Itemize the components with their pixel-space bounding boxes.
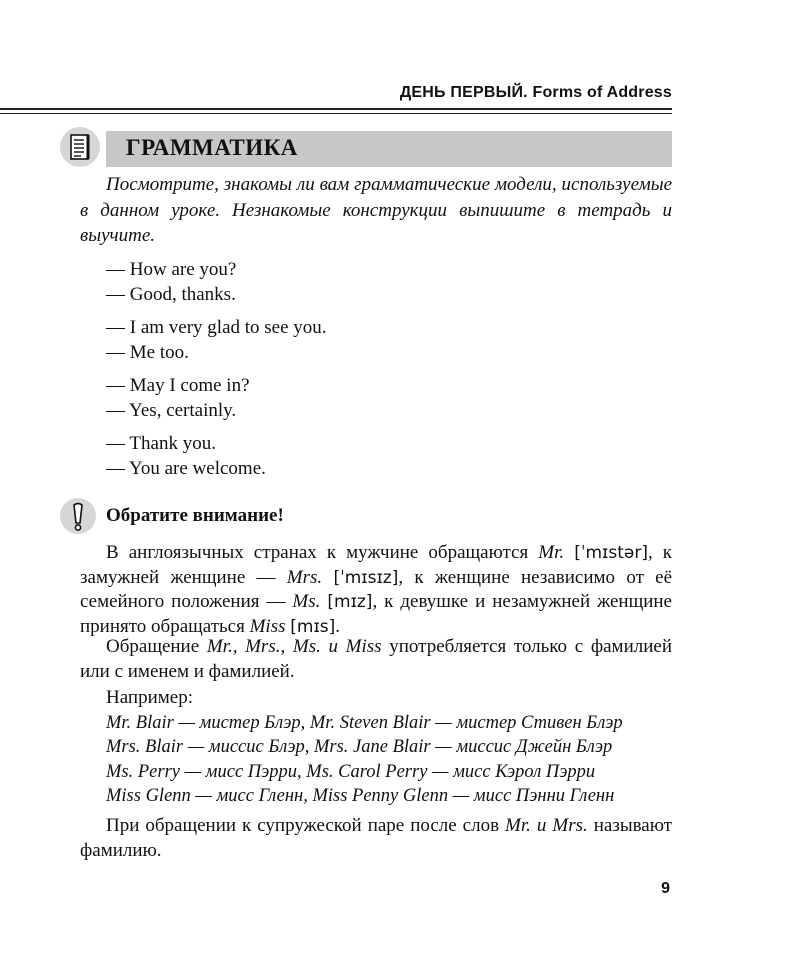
couple-paragraph [80, 814, 672, 863]
ipa-ms: [mɪz] [327, 592, 373, 612]
usage-paragraph [80, 635, 672, 684]
dialog-line: — I am very glad to see you. [106, 317, 327, 338]
text-run: В англоязычных странах к мужчине обращаются [106, 542, 539, 563]
dialog-2 [106, 315, 327, 365]
dialog-3 [106, 373, 250, 423]
page-number: 9 [661, 880, 670, 897]
term-mrs: Mrs. [286, 566, 323, 588]
text-run: Обращение [106, 636, 207, 657]
text-run: употребляется только с фамилией или с именем и фамилией. [80, 636, 672, 682]
text-run: , к замужней женщине — [80, 542, 673, 588]
address-forms-paragraph [80, 541, 672, 639]
section-header [106, 131, 672, 167]
text-run: , к женщине независимо от её семейного положения — [80, 566, 672, 612]
address-forms: Mr., Mrs., Ms. и Miss [206, 636, 382, 657]
dialog-4 [106, 431, 266, 481]
dialog-line: — Yes, certainly. [106, 400, 237, 421]
text-run: , к девушке и незамужней женщине принято обращаться [80, 591, 672, 637]
example-line: Miss Glenn — мисс Гленн, Miss Penny Glenn — мисс Пэнни Гленн [106, 786, 615, 806]
ipa-mrs: [ˈmɪsɪz] [333, 567, 399, 588]
dialog-line: — Thank you. [106, 433, 216, 454]
intro-instructions: Посмотрите, знакомы ли вам грамматические модели, используемые в данном уроке. Незнакомые конструкции выпишите в тетрадь и выучите. [80, 174, 672, 246]
text-run: . [335, 615, 341, 637]
term-mr: Mr. [538, 542, 565, 563]
example-line: Mr. Blair — мистер Блэр, Mr. Steven Blair — мистер Стивен Блэр [106, 712, 623, 733]
exclamation-icon [60, 498, 96, 534]
term-miss: Miss [249, 615, 286, 637]
text-run: При обращении к супружеской паре после слов [106, 815, 506, 836]
header-rule-thin [0, 113, 672, 114]
dialog-line: — How are you? [106, 259, 237, 280]
ipa-miss: [mɪs] [290, 616, 336, 637]
running-head [400, 84, 672, 102]
section-title: ГРАММАТИКА [126, 135, 298, 160]
address-forms: Mr. и Mrs. [505, 815, 588, 836]
attention-title: Обратите внимание! [106, 505, 284, 526]
example-label: Например: [106, 687, 193, 708]
dialog-line: — Good, thanks. [106, 284, 236, 305]
dialog-1 [106, 257, 236, 307]
dialog-line: — You are welcome. [106, 458, 266, 479]
dialog-line: — Me too. [106, 342, 189, 363]
document-icon [60, 127, 100, 167]
text-run: называют фамилию. [80, 815, 672, 861]
header-rule-thick [0, 108, 672, 110]
example-line: Ms. Perry — мисс Пэрри, Ms. Carol Perry — мисс Кэрол Пэрри [106, 761, 596, 782]
topic-label: Forms of Address [532, 84, 672, 101]
term-ms: Ms. [292, 591, 321, 612]
example-line: Mrs. Blair — миссис Блэр, Mrs. Jane Blair — миссис Джейн Блэр [106, 737, 613, 757]
chapter-label: ДЕНЬ ПЕРВЫЙ. [399, 84, 528, 101]
ipa-mr: [ˈmɪstər] [574, 543, 648, 563]
dialog-line: — May I come in? [106, 375, 250, 396]
examples-block [106, 686, 686, 809]
